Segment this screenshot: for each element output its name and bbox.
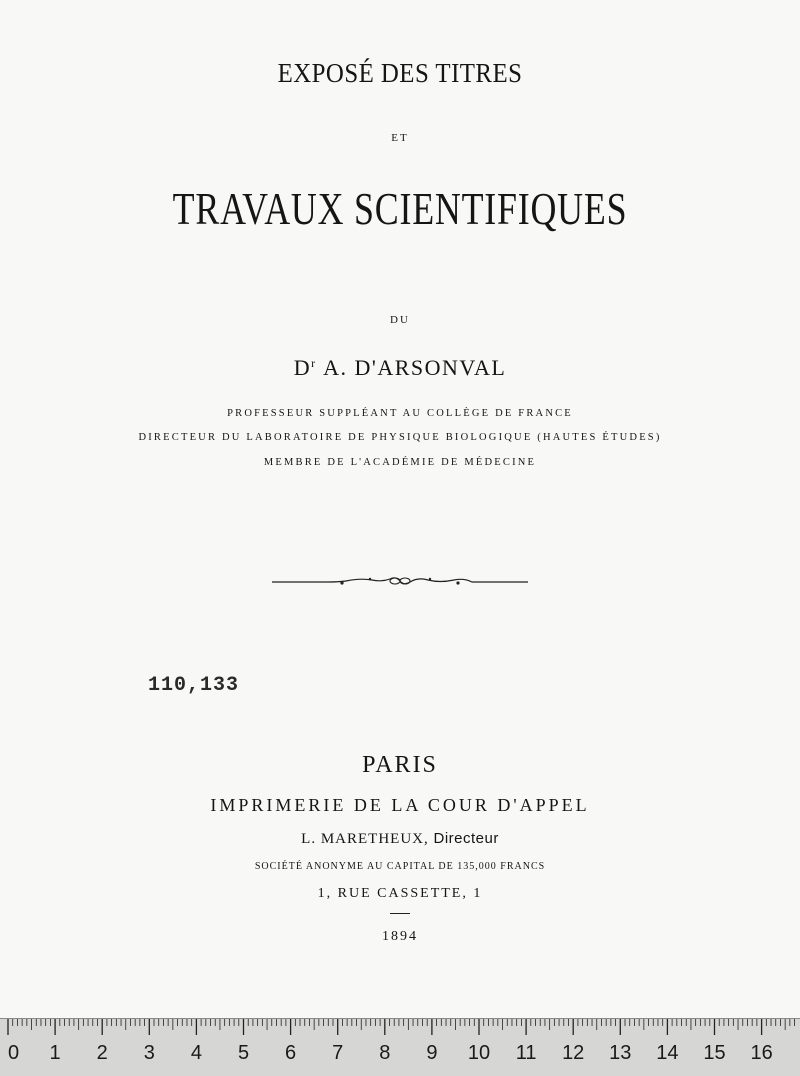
- ruler-label: 6: [285, 1042, 297, 1064]
- author-name: A. D'ARSONVAL: [323, 355, 507, 380]
- director-title: Directeur: [433, 830, 499, 847]
- ruler-label: 1: [49, 1042, 61, 1064]
- author-prefix: D: [293, 355, 312, 380]
- publisher-address: 1, RUE CASSETTE, 1: [317, 886, 483, 901]
- publisher-printer: IMPRIMERIE DE LA COUR D'APPEL: [210, 795, 590, 815]
- title-line-1: EXPOSÉ DES TITRES: [277, 58, 523, 88]
- ruler-label: 9: [426, 1042, 438, 1064]
- preposition: DU: [390, 314, 410, 326]
- publisher-company: SOCIÉTÉ ANONYME AU CAPITAL DE 135,000 FRANCS: [254, 861, 546, 872]
- ruler-label: 11: [515, 1042, 537, 1064]
- author-line: [0, 355, 800, 381]
- ruler-label: 2: [96, 1042, 108, 1064]
- title-conjunction: ET: [391, 132, 409, 144]
- director-name: L. MARETHEUX,: [301, 831, 429, 847]
- ruler-label: 7: [332, 1042, 344, 1064]
- ruler-label: 15: [703, 1042, 726, 1064]
- author-prefix-sup: r: [311, 356, 316, 370]
- ruler-label: 12: [562, 1042, 585, 1064]
- position-1: PROFESSEUR SUPPLÉANT AU COLLÈGE DE FRANCE: [227, 408, 573, 419]
- ruler-label: 16: [750, 1042, 773, 1064]
- position-3: MEMBRE DE L'ACADÉMIE DE MÉDECINE: [263, 457, 537, 468]
- ruler-label: 14: [656, 1042, 679, 1064]
- ruler-label: 5: [237, 1042, 250, 1064]
- ruler-scale: [0, 1019, 800, 1076]
- ornament-divider-icon: [268, 570, 532, 592]
- ruler-label: 0: [8, 1042, 20, 1064]
- ruler-label: 3: [143, 1042, 155, 1064]
- publication-year: 1894: [382, 929, 418, 944]
- ruler-label: 4: [190, 1042, 202, 1064]
- ruler-label: 8: [379, 1042, 391, 1064]
- inventory-stamp: 110,133: [148, 674, 240, 697]
- ruler-label: 10: [467, 1042, 491, 1064]
- position-2: DIRECTEUR DU LABORATOIRE DE PHYSIQUE BIOLOGIQUE (HAUTES ÉTUDES): [138, 432, 662, 443]
- ruler-label: 13: [609, 1042, 632, 1064]
- title-line-2: TRAVAUX SCIENTIFIQUES: [172, 183, 628, 234]
- measurement-ruler: [0, 1018, 800, 1076]
- publisher-director: [0, 830, 800, 848]
- publisher-city: PARIS: [362, 752, 438, 778]
- separator-dash: [390, 913, 410, 914]
